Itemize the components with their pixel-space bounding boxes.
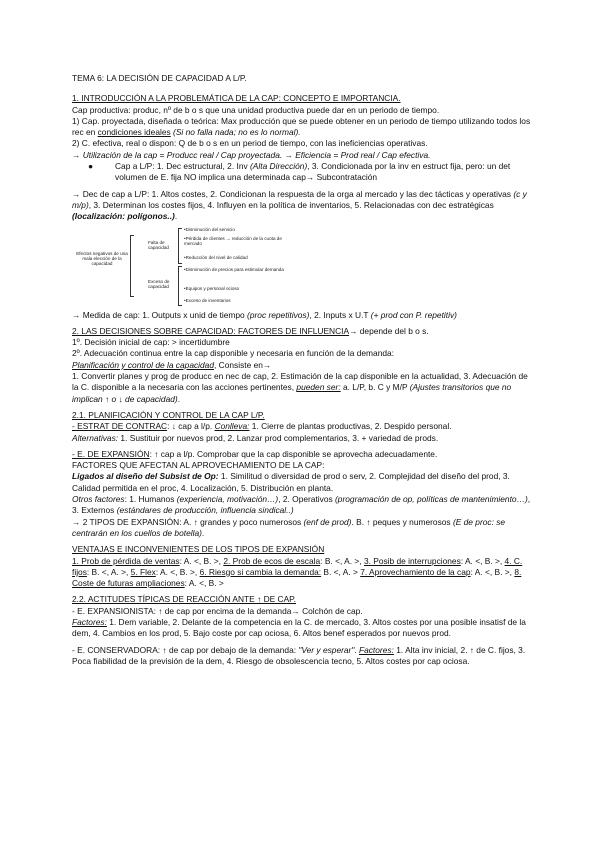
section-2-1-heading: 2.1. PLANIFICACIÓN Y CONTROL DE LA CAP L/P. (72, 409, 265, 420)
paragraph: Ligados al diseño del Subsist de Op: 1. Similitud o diversidad de prod o serv, 2. Complejidad del diseño del prod, 3. Calidad permitida en el proc, 4. Localización, 5. Distribución en planta. (72, 471, 510, 493)
section-2-2-heading: 2.2. ACTITUDES TÍPICAS DE REACCIÓN ANTE ↑ DE CAP. (72, 594, 297, 605)
paragraph: 2) C. efectiva, real o dispon: Q de b o s en un period de tiempo, con las ineficiencias operativas. (72, 138, 428, 149)
paragraph: 2º. Adecuación continua entre la cap disponible y necesaria en función de la demanda: (72, 348, 394, 359)
bullet-icon: ● (88, 161, 94, 172)
diagram-branch-excess: Exceso de capacidad (148, 278, 170, 289)
diagram-root: Efectos negativos de una mala elección de la capacidad (76, 250, 128, 267)
diagram-bracket (130, 235, 134, 297)
paragraph: → 2 TIPOS DE EXPANSIÓN: A. ↑ grandes y poco numerosos (enf de prod). B. ↑ peques y numerosos (E de proc: se centrarán en los cuellos de botella). (72, 516, 506, 538)
advantages-heading: VENTAJAS E INCONVENIENTES DE LOS TIPOS DE EXPANSIÓN (72, 544, 325, 555)
paragraph: → Medida de cap: 1. Outputs x unid de tiempo (proc repetitivos), 2. Inputs x U.T (+ prod con P. repetitiv) (72, 309, 457, 320)
paragraph: 1º. Decisión inicial de cap: > incertidumbre (72, 337, 230, 348)
paragraph: - ESTRAT DE CONTRAC: ↓ cap a l/p. Conlleva: 1. Cierre de plantas productivas, 2. Despido personal. (72, 421, 452, 432)
section-1-heading: 1. INTRODUCCIÓN A LA PROBLEMÁTICA DE LA CAP: CONCEPTO E IMPORTANCIA. (72, 93, 401, 104)
page-title: TEMA 6: LA DECISIÓN DE CAPACIDAD A L/P. (72, 73, 247, 83)
diagram-item: •Disminución de precios para estimular demanda (184, 266, 284, 272)
diagram-item: •Exceso de inventarios (184, 297, 231, 303)
diagram-item: •Reducción del nivel de calidad (184, 254, 248, 260)
paragraph: → Dec de cap a L/P: 1. Altos costes, 2. Condicionan la respuesta de la orga al mercado y las dec tácticas y operativas (c y m/p), 3. Determinan los costes fijos, 4. Influyen en la política de inventarios, 5. Relacionadas con dec estratégicas (localización: polígonos..). (72, 188, 527, 222)
paragraph: Otros factores: 1. Humanos (experiencia, motivación…), 2. Operativos (programación de op, políticas de mantenimiento…), 3. Externos (estándares de producción, influencia sindical..) (72, 494, 531, 516)
diagram-bracket (178, 266, 182, 306)
section-2-heading: 2. LAS DECISIONES SOBRE CAPACIDAD: FACTORES DE INFLUENCIA→ depende del b o s. (72, 325, 429, 336)
paragraph: - E. DE EXPANSIÓN: ↑ cap a l/p. Comprobar que la cap disponible se aprovecha adecuadamente. (72, 448, 438, 459)
paragraph: Cap productiva: produc, nº de b o s que una unidad productiva puede dar en un periodo de tiempo. (72, 104, 440, 115)
paragraph: Alternativas: 1. Sustituir por nuevos prod, 2. Lanzar prod complementarios, 3. + variedad de prods. (72, 432, 439, 443)
diagram-item: •Equipos y personal ocioso (184, 285, 240, 291)
diagram-bracket (178, 228, 182, 264)
paragraph: 1. Convertir planes y prog de producc en nec de cap, 2. Estimación de la cap disponible en la actualidad, 3. Adecuación de la C. disponible a la necesaria con las acciones pertinentes, pueden ser: a. L/P, b. C y M/P (Ajustes transitorios que no implican ↑ o ↓ de capacidad). (72, 371, 528, 404)
diagram-item: •Disminución del servicio (184, 226, 235, 232)
paragraph: Factores: 1. Dem variable, 2. Delante de la competencia en la C. de mercado, 3. Altos costes por una posible insatisf de la dem, 4. Cambios en los prod, 5. Bajo coste por cap ociosa, 6. Altos benef esperados por nuevos prod. (72, 616, 526, 639)
bullet-item: ● Cap a L/P: 1. Dec estructural, 2. Inv (Alta Dirección), 3. Condicionada por la inv en estruct fija, pero: un det volumen de E. fija NO implica una determinada cap→ Subcontratación (88, 161, 511, 183)
paragraph: → Utilización de la cap = Producc real / Cap proyectada. → Eficiencia = Prod real / Cap efectiva. (72, 149, 431, 160)
paragraph: - E. CONSERVADORA: ↑ de cap por debajo de la demanda: "Ver y esperar". Factores: 1. Alta inv inicial, 2. ↑ de C. fijos, 3. Poca fiabilidad de la previsión de la dem, 4. Riesgo de obsolescencia tecno, 5. Altos costes por cap ociosa. (72, 644, 526, 666)
capacity-effects-diagram (72, 227, 532, 307)
paragraph: 1. Prob de pérdida de ventas: A. <, B. >, 2. Prob de ecos de escala: B. <, A. >, 3. Posib de interrupciones: A. <, B. >, 4. C. fijos: B. <, A. >, 5. Flex: A. <, B. >, 6. Riesgo si cambia la demanda: B. <, A. > 7. Aprovechamiento de la cap: A. <, B. >, 8. Coste de futuras ampliaciones: A. <, B. > (72, 555, 523, 589)
paragraph: Planificación y control de la capacidad, Consiste en→ (72, 359, 272, 370)
document-page (72, 73, 532, 667)
diagram-item: •Pérdida de clientes → reducción de la cuota de mercado (184, 235, 282, 246)
diagram-branch-shortage: Falta de capacidad (148, 239, 169, 250)
paragraph: - E. EXPANSIONISTA: ↑ de cap por encima de la demanda→ Colchón de cap. (72, 605, 363, 616)
paragraph: 1) Cap. proyectada, diseñada o teórica: Max producción que se puede obtener en un periodo de tiempo utilizando todos los rec en condiciones ideales (Si no falla nada; no es lo normal). (72, 115, 531, 138)
paragraph: FACTORES QUE AFECTAN AL APROVECHAMIENTO DE LA CAP: (72, 460, 325, 471)
